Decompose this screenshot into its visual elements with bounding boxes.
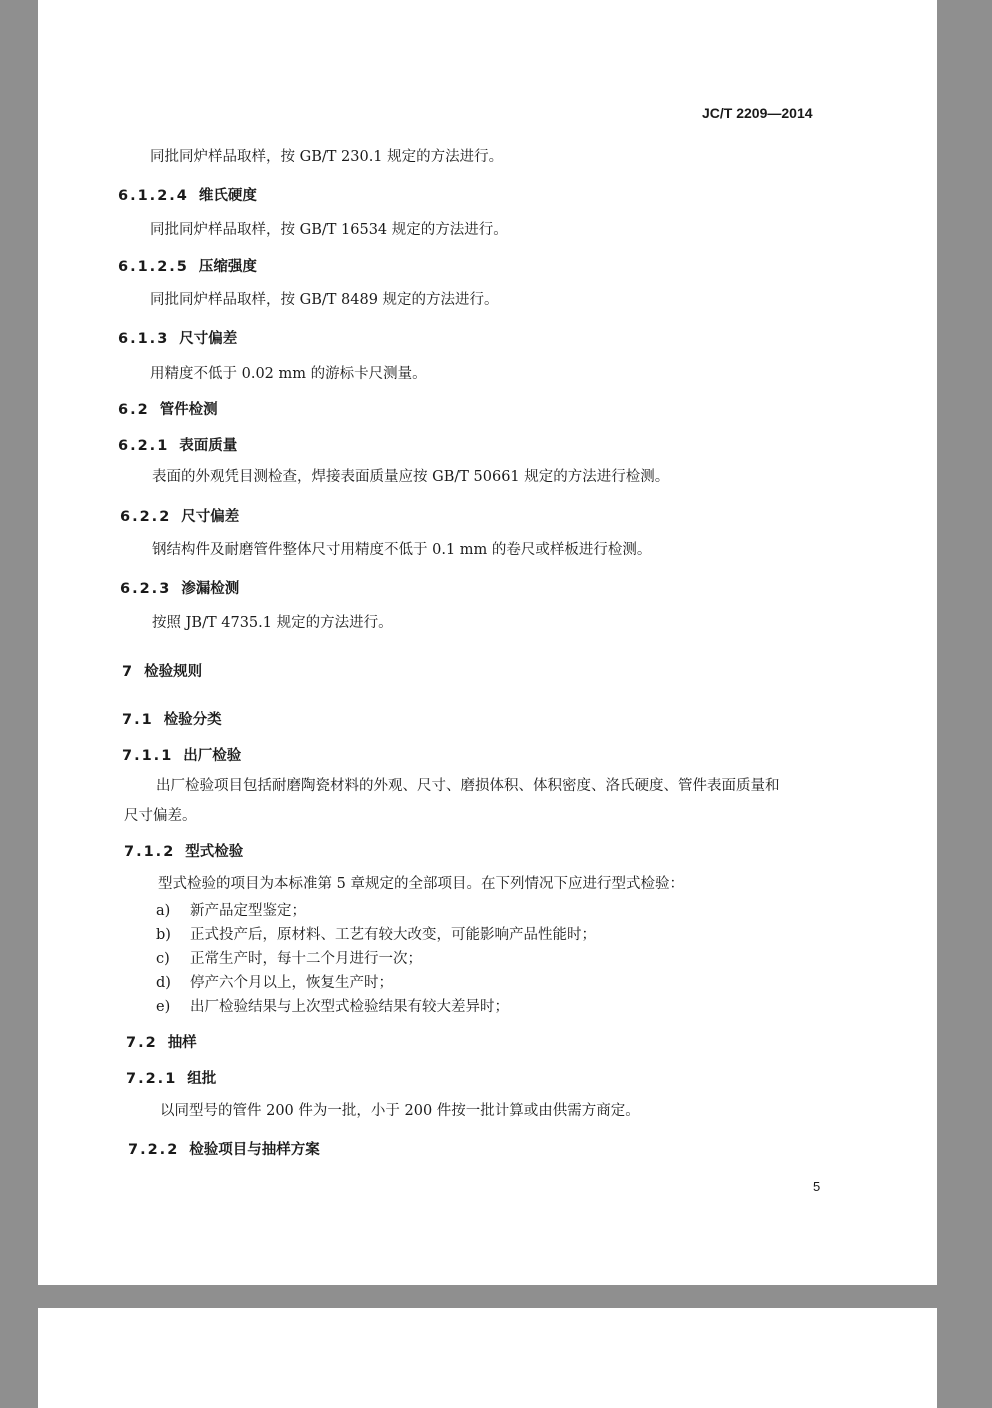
section-title: 渗漏检测 bbox=[181, 581, 240, 597]
section-number: 7.1.1 bbox=[122, 748, 174, 764]
section-number: 6.1.2.5 bbox=[118, 259, 189, 275]
chapter-heading-7 bbox=[122, 662, 202, 682]
list-item bbox=[156, 949, 422, 969]
chapter-title: 检验规则 bbox=[144, 664, 203, 680]
list-item bbox=[156, 973, 393, 993]
list-text: 正式投产后，原材料、工艺有较大改变，可能影响产品性能时； bbox=[190, 927, 596, 943]
paragraph: 按照 JB/T 4735.1 规定的方法进行。 bbox=[152, 615, 393, 631]
next-document-page bbox=[38, 1308, 937, 1408]
list-text: 出厂检验结果与上次型式检验结果有较大差异时； bbox=[190, 999, 509, 1015]
section-heading-6-2-1 bbox=[118, 436, 237, 456]
section-title: 维氏硬度 bbox=[198, 188, 257, 204]
list-marker: e) bbox=[156, 999, 171, 1015]
section-title: 出厂检验 bbox=[183, 748, 242, 764]
section-heading-6-2-2 bbox=[120, 507, 239, 527]
section-title: 检验分类 bbox=[163, 712, 222, 728]
list-marker: c) bbox=[156, 951, 170, 967]
list-marker: d) bbox=[156, 975, 171, 991]
section-heading-6-1-2-4 bbox=[118, 186, 257, 206]
section-heading-7-2 bbox=[126, 1033, 197, 1053]
paragraph: 同批同炉样品取样，按 GB/T 8489 规定的方法进行。 bbox=[150, 292, 499, 308]
section-title: 尺寸偏差 bbox=[179, 331, 238, 347]
paragraph: 用精度不低于 0.02 mm 的游标卡尺测量。 bbox=[150, 366, 427, 382]
list-text: 正常生产时，每十二个月进行一次； bbox=[190, 951, 422, 967]
paragraph: 以同型号的管件 200 件为一批，小于 200 件按一批计算或由供需方商定。 bbox=[160, 1103, 640, 1119]
section-title: 尺寸偏差 bbox=[181, 509, 240, 525]
section-title: 管件检测 bbox=[159, 402, 218, 418]
section-title: 型式检验 bbox=[185, 844, 244, 860]
section-number: 6.1.3 bbox=[118, 331, 170, 347]
section-number: 6.2.3 bbox=[120, 581, 172, 597]
paragraph-continuation: 尺寸偏差。 bbox=[124, 808, 197, 824]
section-heading-7-2-2 bbox=[128, 1140, 320, 1160]
section-title: 抽样 bbox=[167, 1035, 197, 1051]
section-number: 7.2.1 bbox=[126, 1071, 178, 1087]
paragraph: 型式检验的项目为本标准第 5 章规定的全部项目。在下列情况下应进行型式检验： bbox=[158, 876, 684, 892]
section-heading-7-1 bbox=[122, 710, 222, 730]
section-number: 6.2.2 bbox=[120, 509, 172, 525]
section-heading-7-1-2 bbox=[124, 842, 243, 862]
standard-code-header: JC/T 2209—2014 bbox=[702, 105, 813, 121]
list-item bbox=[156, 997, 509, 1017]
list-text: 新产品定型鉴定； bbox=[190, 903, 306, 919]
section-heading-7-2-1 bbox=[126, 1069, 216, 1089]
list-item bbox=[156, 901, 306, 921]
section-number: 7.2.2 bbox=[128, 1142, 180, 1158]
section-number: 7.2 bbox=[126, 1035, 158, 1051]
section-heading-6-2-3 bbox=[120, 579, 239, 599]
section-number: 6.2 bbox=[118, 402, 150, 418]
section-title: 表面质量 bbox=[179, 438, 238, 454]
list-marker: b) bbox=[156, 927, 171, 943]
section-number: 7.1.2 bbox=[124, 844, 176, 860]
paragraph: 出厂检验项目包括耐磨陶瓷材料的外观、尺寸、磨损体积、体积密度、洛氏硬度、管件表面质量和 bbox=[156, 778, 780, 794]
paragraph: 表面的外观凭目测检查，焊接表面质量应按 GB/T 50661 规定的方法进行检测。 bbox=[152, 469, 670, 485]
list-item bbox=[156, 925, 596, 945]
section-number: 6.2.1 bbox=[118, 438, 170, 454]
section-heading-7-1-1 bbox=[122, 746, 241, 766]
section-title: 压缩强度 bbox=[198, 259, 257, 275]
document-page bbox=[38, 0, 937, 1285]
section-number: 6.1.2.4 bbox=[118, 188, 189, 204]
page-number: 5 bbox=[813, 1179, 821, 1194]
list-marker: a) bbox=[156, 903, 171, 919]
list-text: 停产六个月以上，恢复生产时； bbox=[190, 975, 393, 991]
section-title: 检验项目与抽样方案 bbox=[189, 1142, 320, 1158]
paragraph: 同批同炉样品取样，按 GB/T 230.1 规定的方法进行。 bbox=[150, 149, 504, 165]
section-title: 组批 bbox=[187, 1071, 217, 1087]
paragraph: 同批同炉样品取样，按 GB/T 16534 规定的方法进行。 bbox=[150, 222, 508, 238]
section-heading-6-2 bbox=[118, 400, 218, 420]
section-heading-6-1-2-5 bbox=[118, 257, 257, 277]
section-heading-6-1-3 bbox=[118, 329, 237, 349]
paragraph: 钢结构件及耐磨管件整体尺寸用精度不低于 0.1 mm 的卷尺或样板进行检测。 bbox=[152, 542, 652, 558]
chapter-number: 7 bbox=[122, 664, 135, 680]
section-number: 7.1 bbox=[122, 712, 154, 728]
